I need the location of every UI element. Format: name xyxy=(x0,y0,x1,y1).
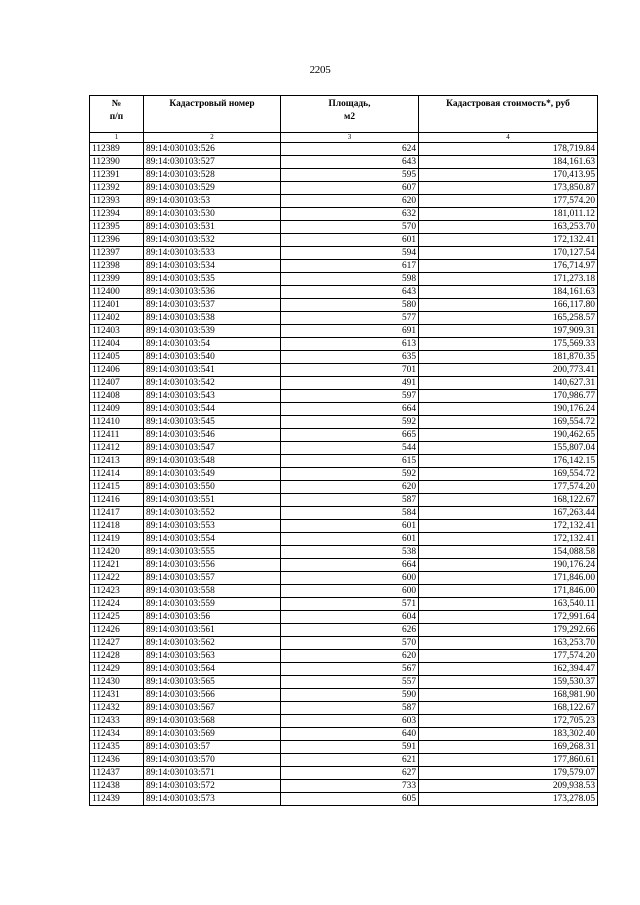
row-number: 112406 xyxy=(90,364,144,377)
area: 577 xyxy=(281,312,419,325)
cadastral-cost: 172,132.41 xyxy=(419,533,598,546)
area: 620 xyxy=(281,481,419,494)
table-row xyxy=(90,429,598,442)
area: 590 xyxy=(281,689,419,702)
row-number: 112413 xyxy=(90,455,144,468)
row-number: 112429 xyxy=(90,663,144,676)
table-row xyxy=(90,195,598,208)
area: 567 xyxy=(281,663,419,676)
table-row xyxy=(90,767,598,780)
row-number: 112438 xyxy=(90,780,144,793)
area: 598 xyxy=(281,273,419,286)
row-number: 112422 xyxy=(90,572,144,585)
area: 627 xyxy=(281,767,419,780)
table-row xyxy=(90,702,598,715)
header-cadastral-cost xyxy=(419,96,598,133)
column-number-2: 2 xyxy=(144,133,281,143)
table-row xyxy=(90,663,598,676)
cadastral-cost: 183,302.40 xyxy=(419,728,598,741)
cadastral-cost: 178,719.84 xyxy=(419,143,598,156)
cadastral-number: 89:14:030103:550 xyxy=(144,481,281,494)
cadastral-number: 89:14:030103:526 xyxy=(144,143,281,156)
table-row xyxy=(90,156,598,169)
table-row xyxy=(90,481,598,494)
cadastral-number: 89:14:030103:569 xyxy=(144,728,281,741)
table-row xyxy=(90,793,598,806)
cadastral-cost: 171,846.00 xyxy=(419,585,598,598)
area: 584 xyxy=(281,507,419,520)
area: 601 xyxy=(281,234,419,247)
cadastral-number: 89:14:030103:557 xyxy=(144,572,281,585)
area: 594 xyxy=(281,247,419,260)
row-number: 112405 xyxy=(90,351,144,364)
area: 600 xyxy=(281,572,419,585)
area: 592 xyxy=(281,416,419,429)
cadastral-registry-table xyxy=(89,95,598,806)
row-number: 112414 xyxy=(90,468,144,481)
table-row xyxy=(90,546,598,559)
table-row xyxy=(90,234,598,247)
cadastral-number: 89:14:030103:539 xyxy=(144,325,281,338)
header-area-line-2: м2 xyxy=(343,112,356,122)
header-cadastral-cost-line-1: Кадастровая стоимость*, руб xyxy=(446,99,570,109)
row-number: 112389 xyxy=(90,143,144,156)
row-number: 112393 xyxy=(90,195,144,208)
cadastral-number: 89:14:030103:57 xyxy=(144,741,281,754)
cadastral-cost: 171,846.00 xyxy=(419,572,598,585)
cadastral-cost: 173,278.05 xyxy=(419,793,598,806)
row-number: 112407 xyxy=(90,377,144,390)
row-number: 112431 xyxy=(90,689,144,702)
row-number: 112411 xyxy=(90,429,144,442)
cadastral-cost: 154,088.58 xyxy=(419,546,598,559)
table-row xyxy=(90,221,598,234)
cadastral-number: 89:14:030103:546 xyxy=(144,429,281,442)
table-row xyxy=(90,611,598,624)
area: 617 xyxy=(281,260,419,273)
row-number: 112418 xyxy=(90,520,144,533)
cadastral-number: 89:14:030103:566 xyxy=(144,689,281,702)
table-row xyxy=(90,676,598,689)
cadastral-cost: 176,714.97 xyxy=(419,260,598,273)
table-row xyxy=(90,442,598,455)
cadastral-cost: 171,273.18 xyxy=(419,273,598,286)
cadastral-number: 89:14:030103:529 xyxy=(144,182,281,195)
cadastral-number: 89:14:030103:544 xyxy=(144,403,281,416)
cadastral-number: 89:14:030103:564 xyxy=(144,663,281,676)
area: 587 xyxy=(281,702,419,715)
cadastral-number: 89:14:030103:538 xyxy=(144,312,281,325)
table-row xyxy=(90,390,598,403)
row-number: 112416 xyxy=(90,494,144,507)
area: 597 xyxy=(281,390,419,403)
cadastral-number: 89:14:030103:572 xyxy=(144,780,281,793)
cadastral-cost: 173,850.87 xyxy=(419,182,598,195)
row-number: 112428 xyxy=(90,650,144,663)
cadastral-cost: 170,127.54 xyxy=(419,247,598,260)
table-row xyxy=(90,559,598,572)
cadastral-cost: 177,574.20 xyxy=(419,481,598,494)
cadastral-cost: 155,807.04 xyxy=(419,442,598,455)
header-cadastral-number xyxy=(144,96,281,133)
area: 603 xyxy=(281,715,419,728)
cadastral-number: 89:14:030103:570 xyxy=(144,754,281,767)
cadastral-cost: 190,176.24 xyxy=(419,403,598,416)
area: 620 xyxy=(281,195,419,208)
cadastral-cost: 140,627.31 xyxy=(419,377,598,390)
cadastral-cost: 177,860.61 xyxy=(419,754,598,767)
cadastral-cost: 184,161.63 xyxy=(419,156,598,169)
cadastral-cost: 190,462.65 xyxy=(419,429,598,442)
row-number: 112412 xyxy=(90,442,144,455)
row-number: 112425 xyxy=(90,611,144,624)
area: 664 xyxy=(281,559,419,572)
row-number: 112395 xyxy=(90,221,144,234)
row-number: 112400 xyxy=(90,286,144,299)
table-row xyxy=(90,494,598,507)
cadastral-cost: 169,554.72 xyxy=(419,416,598,429)
table-row xyxy=(90,468,598,481)
row-number: 112401 xyxy=(90,299,144,312)
cadastral-cost: 176,142.15 xyxy=(419,455,598,468)
row-number: 112403 xyxy=(90,325,144,338)
cadastral-number: 89:14:030103:552 xyxy=(144,507,281,520)
table-row xyxy=(90,728,598,741)
row-number: 112433 xyxy=(90,715,144,728)
cadastral-number: 89:14:030103:549 xyxy=(144,468,281,481)
cadastral-cost: 163,253.70 xyxy=(419,637,598,650)
cadastral-number: 89:14:030103:571 xyxy=(144,767,281,780)
cadastral-cost: 163,253.70 xyxy=(419,221,598,234)
cadastral-cost: 172,991.64 xyxy=(419,611,598,624)
header-number xyxy=(90,96,144,133)
cadastral-number: 89:14:030103:553 xyxy=(144,520,281,533)
cadastral-number: 89:14:030103:534 xyxy=(144,260,281,273)
table-row xyxy=(90,572,598,585)
cadastral-number: 89:14:030103:545 xyxy=(144,416,281,429)
cadastral-number: 89:14:030103:541 xyxy=(144,364,281,377)
cadastral-cost: 163,540.11 xyxy=(419,598,598,611)
area: 613 xyxy=(281,338,419,351)
row-number: 112399 xyxy=(90,273,144,286)
header-area xyxy=(281,96,419,133)
cadastral-number: 89:14:030103:540 xyxy=(144,351,281,364)
cadastral-cost: 179,292.66 xyxy=(419,624,598,637)
table-row xyxy=(90,273,598,286)
area: 601 xyxy=(281,520,419,533)
table-row xyxy=(90,585,598,598)
table-row xyxy=(90,247,598,260)
cadastral-cost: 166,117.80 xyxy=(419,299,598,312)
row-number: 112423 xyxy=(90,585,144,598)
cadastral-number: 89:14:030103:555 xyxy=(144,546,281,559)
area: 491 xyxy=(281,377,419,390)
cadastral-cost: 170,413.95 xyxy=(419,169,598,182)
cadastral-number: 89:14:030103:56 xyxy=(144,611,281,624)
area: 664 xyxy=(281,403,419,416)
cadastral-number: 89:14:030103:527 xyxy=(144,156,281,169)
table-row xyxy=(90,650,598,663)
cadastral-cost: 181,870.35 xyxy=(419,351,598,364)
cadastral-number: 89:14:030103:533 xyxy=(144,247,281,260)
area: 733 xyxy=(281,780,419,793)
cadastral-cost: 197,909.31 xyxy=(419,325,598,338)
table-row xyxy=(90,507,598,520)
area: 624 xyxy=(281,143,419,156)
cadastral-cost: 170,986.77 xyxy=(419,390,598,403)
area: 691 xyxy=(281,325,419,338)
row-number: 112421 xyxy=(90,559,144,572)
cadastral-cost: 172,132.41 xyxy=(419,520,598,533)
cadastral-number: 89:14:030103:54 xyxy=(144,338,281,351)
table-row xyxy=(90,754,598,767)
area: 587 xyxy=(281,494,419,507)
cadastral-number: 89:14:030103:532 xyxy=(144,234,281,247)
area: 592 xyxy=(281,468,419,481)
table-row xyxy=(90,637,598,650)
row-number: 112419 xyxy=(90,533,144,546)
cadastral-number: 89:14:030103:530 xyxy=(144,208,281,221)
row-number: 112410 xyxy=(90,416,144,429)
area: 591 xyxy=(281,741,419,754)
row-number: 112417 xyxy=(90,507,144,520)
row-number: 112408 xyxy=(90,390,144,403)
area: 557 xyxy=(281,676,419,689)
table-row xyxy=(90,455,598,468)
row-number: 112392 xyxy=(90,182,144,195)
cadastral-cost: 169,268.31 xyxy=(419,741,598,754)
area: 635 xyxy=(281,351,419,364)
row-number: 112427 xyxy=(90,637,144,650)
cadastral-number: 89:14:030103:573 xyxy=(144,793,281,806)
area: 640 xyxy=(281,728,419,741)
row-number: 112439 xyxy=(90,793,144,806)
area: 607 xyxy=(281,182,419,195)
cadastral-number: 89:14:030103:562 xyxy=(144,637,281,650)
table-row xyxy=(90,780,598,793)
column-number-1: 1 xyxy=(90,133,144,143)
area: 620 xyxy=(281,650,419,663)
cadastral-number: 89:14:030103:565 xyxy=(144,676,281,689)
cadastral-number: 89:14:030103:531 xyxy=(144,221,281,234)
cadastral-number: 89:14:030103:567 xyxy=(144,702,281,715)
table-header-row xyxy=(90,96,598,133)
row-number: 112396 xyxy=(90,234,144,247)
cadastral-cost: 200,773.41 xyxy=(419,364,598,377)
table-row xyxy=(90,520,598,533)
cadastral-cost: 168,122.67 xyxy=(419,702,598,715)
cadastral-number: 89:14:030103:543 xyxy=(144,390,281,403)
table-row xyxy=(90,182,598,195)
header-number-line-2: п/п xyxy=(109,112,124,122)
table-row xyxy=(90,689,598,702)
table-row xyxy=(90,143,598,156)
table-row xyxy=(90,533,598,546)
cadastral-cost: 167,263.44 xyxy=(419,507,598,520)
area: 626 xyxy=(281,624,419,637)
area: 570 xyxy=(281,637,419,650)
table-row xyxy=(90,169,598,182)
table-row xyxy=(90,624,598,637)
cadastral-cost: 190,176.24 xyxy=(419,559,598,572)
cadastral-cost: 168,981.90 xyxy=(419,689,598,702)
row-number: 112430 xyxy=(90,676,144,689)
header-area-line-1: Площадь, xyxy=(328,99,371,109)
cadastral-number: 89:14:030103:556 xyxy=(144,559,281,572)
cadastral-cost: 168,122.67 xyxy=(419,494,598,507)
cadastral-number: 89:14:030103:558 xyxy=(144,585,281,598)
header-cadastral-number-line-1: Кадастровый номер xyxy=(169,99,255,109)
row-number: 112390 xyxy=(90,156,144,169)
area: 538 xyxy=(281,546,419,559)
table-row xyxy=(90,715,598,728)
area: 701 xyxy=(281,364,419,377)
cadastral-cost: 175,569.33 xyxy=(419,338,598,351)
column-number-3: 3 xyxy=(281,133,419,143)
cadastral-number: 89:14:030103:554 xyxy=(144,533,281,546)
table-row xyxy=(90,208,598,221)
cadastral-number: 89:14:030103:53 xyxy=(144,195,281,208)
row-number: 112420 xyxy=(90,546,144,559)
row-number: 112434 xyxy=(90,728,144,741)
area: 643 xyxy=(281,286,419,299)
cadastral-number: 89:14:030103:535 xyxy=(144,273,281,286)
area: 604 xyxy=(281,611,419,624)
area: 570 xyxy=(281,221,419,234)
cadastral-number: 89:14:030103:528 xyxy=(144,169,281,182)
area: 601 xyxy=(281,533,419,546)
table-row xyxy=(90,338,598,351)
cadastral-cost: 184,161.63 xyxy=(419,286,598,299)
row-number: 112436 xyxy=(90,754,144,767)
table-row xyxy=(90,286,598,299)
cadastral-cost: 181,011.12 xyxy=(419,208,598,221)
table-body xyxy=(90,143,598,806)
cadastral-cost: 159,530.37 xyxy=(419,676,598,689)
cadastral-cost: 169,554.72 xyxy=(419,468,598,481)
area: 665 xyxy=(281,429,419,442)
row-number: 112394 xyxy=(90,208,144,221)
area: 571 xyxy=(281,598,419,611)
area: 605 xyxy=(281,793,419,806)
row-number: 112397 xyxy=(90,247,144,260)
area: 621 xyxy=(281,754,419,767)
cadastral-cost: 177,574.20 xyxy=(419,195,598,208)
cadastral-number: 89:14:030103:537 xyxy=(144,299,281,312)
row-number: 112398 xyxy=(90,260,144,273)
header-number-line-1: № xyxy=(111,99,122,109)
row-number: 112409 xyxy=(90,403,144,416)
area: 632 xyxy=(281,208,419,221)
cadastral-cost: 172,705.23 xyxy=(419,715,598,728)
row-number: 112424 xyxy=(90,598,144,611)
table-row xyxy=(90,351,598,364)
table-row xyxy=(90,741,598,754)
row-number: 112432 xyxy=(90,702,144,715)
area: 544 xyxy=(281,442,419,455)
cadastral-number: 89:14:030103:563 xyxy=(144,650,281,663)
row-number: 112437 xyxy=(90,767,144,780)
cadastral-cost: 165,258.57 xyxy=(419,312,598,325)
table-row xyxy=(90,364,598,377)
cadastral-cost: 162,394.47 xyxy=(419,663,598,676)
table-row xyxy=(90,260,598,273)
page-number: 2205 xyxy=(309,64,331,76)
cadastral-number: 89:14:030103:559 xyxy=(144,598,281,611)
cadastral-cost: 177,574.20 xyxy=(419,650,598,663)
column-number-4: 4 xyxy=(419,133,598,143)
table-row xyxy=(90,312,598,325)
cadastral-cost: 172,132.41 xyxy=(419,234,598,247)
row-number: 112426 xyxy=(90,624,144,637)
cadastral-number: 89:14:030103:536 xyxy=(144,286,281,299)
table-row xyxy=(90,377,598,390)
table-row xyxy=(90,598,598,611)
table-row xyxy=(90,325,598,338)
cadastral-number: 89:14:030103:542 xyxy=(144,377,281,390)
row-number: 112402 xyxy=(90,312,144,325)
row-number: 112415 xyxy=(90,481,144,494)
row-number: 112391 xyxy=(90,169,144,182)
cadastral-number: 89:14:030103:548 xyxy=(144,455,281,468)
row-number: 112404 xyxy=(90,338,144,351)
cadastral-number: 89:14:030103:568 xyxy=(144,715,281,728)
cadastral-number: 89:14:030103:561 xyxy=(144,624,281,637)
table-row xyxy=(90,416,598,429)
cadastral-cost: 179,579.07 xyxy=(419,767,598,780)
cadastral-number: 89:14:030103:551 xyxy=(144,494,281,507)
area: 580 xyxy=(281,299,419,312)
table-row xyxy=(90,299,598,312)
area: 643 xyxy=(281,156,419,169)
cadastral-cost: 209,938.53 xyxy=(419,780,598,793)
area: 615 xyxy=(281,455,419,468)
area: 600 xyxy=(281,585,419,598)
area: 595 xyxy=(281,169,419,182)
table-row xyxy=(90,403,598,416)
cadastral-number: 89:14:030103:547 xyxy=(144,442,281,455)
column-number-row xyxy=(90,133,598,143)
row-number: 112435 xyxy=(90,741,144,754)
